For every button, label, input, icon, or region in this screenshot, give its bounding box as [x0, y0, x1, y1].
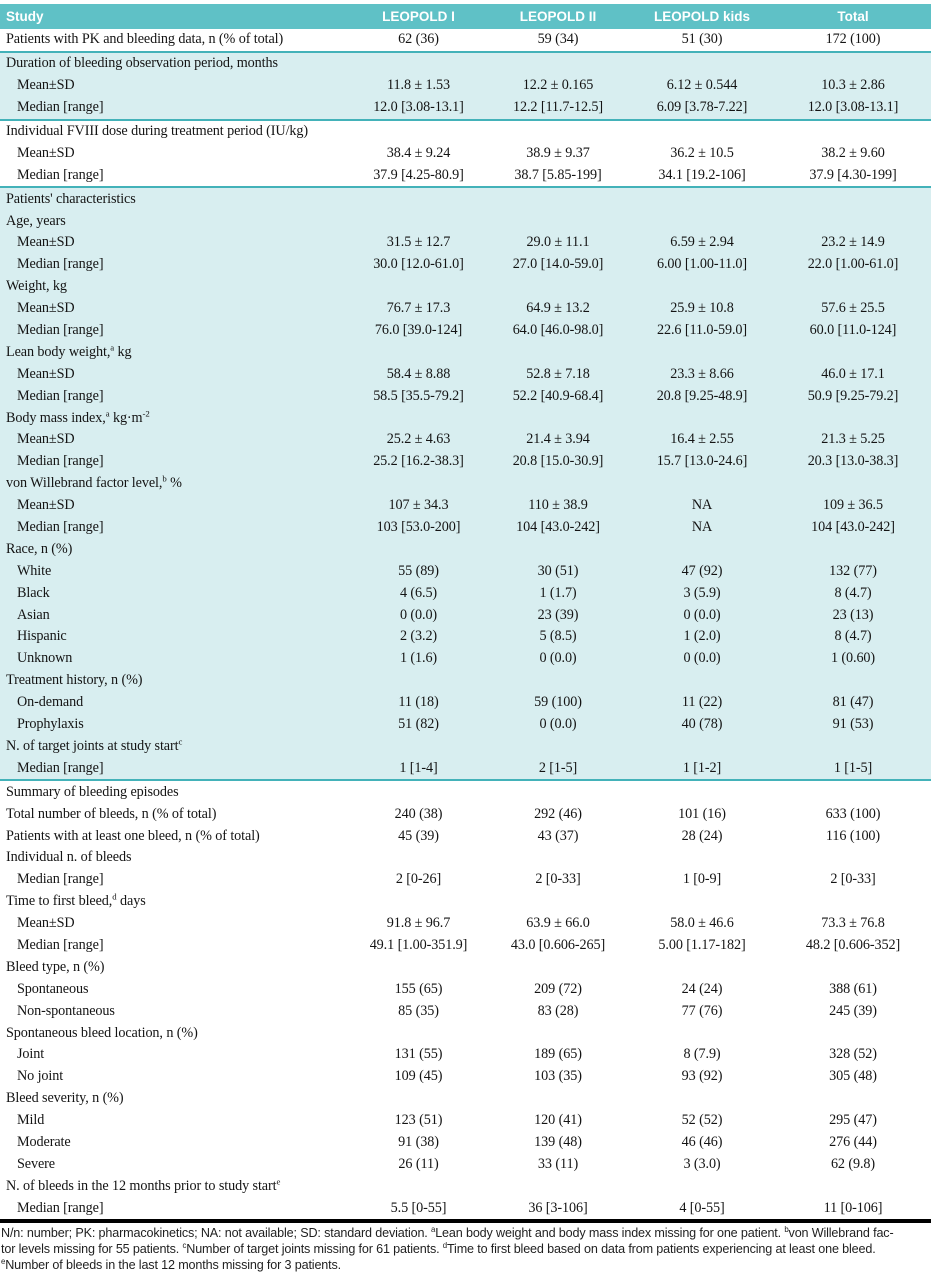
- cell-value: 11 (18): [350, 692, 487, 714]
- cell-value: 1 [1-4]: [350, 757, 487, 780]
- cell-value: NA: [629, 517, 775, 539]
- cell-value: 58.4 ± 8.88: [350, 363, 487, 385]
- table-row: [0, 75, 931, 97]
- cell-value: 52.2 [40.9-68.4]: [487, 385, 629, 407]
- cell-value: 1 (1.6): [350, 648, 487, 670]
- row-label: Duration of bleeding observation period, months: [0, 52, 931, 75]
- row-label: Median [range]: [0, 757, 350, 780]
- cell-value: 91 (53): [775, 714, 931, 736]
- table-row: [0, 869, 931, 891]
- cell-value: 103 [53.0-200]: [350, 517, 487, 539]
- row-label: Race, n (%): [0, 538, 931, 560]
- section-header-row: [0, 780, 931, 803]
- table-row: [0, 232, 931, 254]
- superscript-marker: a: [105, 407, 110, 418]
- section-header-row: [0, 210, 931, 232]
- cell-value: 55 (89): [350, 560, 487, 582]
- cell-value: 305 (48): [829, 1068, 877, 1085]
- section-header-row: [0, 276, 931, 298]
- cell-value: 46 (46): [681, 1133, 723, 1150]
- table-row: [0, 429, 931, 451]
- cell-value: 109 (45): [394, 1068, 443, 1085]
- superscript-marker: d: [112, 891, 117, 902]
- table-row: [0, 363, 931, 385]
- cell-value: 30 (51): [487, 560, 629, 582]
- row-label: N. of bleeds in the 12 months prior to study start$^e$: [6, 1176, 281, 1194]
- table-row: [0, 1110, 931, 1132]
- cell-value: 36 [3-106]: [528, 1199, 588, 1216]
- cell-value: 5.5 [0-55]: [390, 1199, 447, 1216]
- row-label: Patients' characteristics: [0, 187, 931, 210]
- cell-value: 6.09 [3.78-7.22]: [629, 97, 775, 120]
- header-row: [0, 4, 931, 29]
- section-header-row: [0, 52, 931, 75]
- table-row: [0, 604, 931, 626]
- baseline-characteristics-table: [0, 4, 931, 1223]
- cell-value: 2 [1-5]: [487, 757, 629, 780]
- header-leopold-1: LEOPOLD I: [350, 4, 487, 29]
- table-row: [0, 714, 931, 736]
- cell-value: 22.0 [1.00-61.0]: [775, 254, 931, 276]
- cell-value: 123 (51): [394, 1112, 443, 1129]
- table-row: [0, 978, 931, 1000]
- cell-value: 38.2 ± 9.60: [821, 144, 885, 161]
- row-label: Prophylaxis: [0, 714, 350, 736]
- cell-value: 29.0 ± 11.1: [487, 232, 629, 254]
- cell-value: 23.3 ± 8.66: [629, 363, 775, 385]
- row-label: Joint: [17, 1046, 45, 1063]
- cell-value: 20.8 [15.0-30.9]: [487, 451, 629, 473]
- table-row: [0, 1044, 931, 1066]
- cell-value: 2 [0-26]: [395, 871, 442, 888]
- cell-value: NA: [629, 495, 775, 517]
- cell-value: 0 (0.0): [350, 604, 487, 626]
- row-label: Treatment history, n (%): [0, 670, 931, 692]
- table-row: [0, 495, 931, 517]
- cell-value: 1 [1-2]: [629, 757, 775, 780]
- section-header-row: [0, 538, 931, 560]
- cell-value: 189 (65): [534, 1046, 582, 1063]
- table-row: [0, 298, 931, 320]
- cell-value: 50.9 [9.25-79.2]: [775, 385, 931, 407]
- cell-value: 64.0 [46.0-98.0]: [487, 320, 629, 342]
- row-label: On-demand: [0, 692, 350, 714]
- cell-value: 38.9 ± 9.37: [526, 144, 590, 161]
- table-row: [0, 142, 931, 164]
- table-row: [0, 803, 931, 825]
- cell-value: 91.8 ± 96.7: [386, 915, 451, 932]
- cell-value: 93 (92): [681, 1068, 723, 1085]
- cell-value: 23 (39): [487, 604, 629, 626]
- cell-value: 63.9 ± 66.0: [526, 915, 590, 932]
- section-header-row: [0, 187, 931, 210]
- superscript-marker: d: [442, 1242, 447, 1250]
- cell-value: 2 [0-33]: [830, 871, 876, 888]
- cell-value: 0 (0.0): [629, 648, 775, 670]
- cell-value: 103 (35): [534, 1068, 582, 1085]
- cell-value: 31.5 ± 12.7: [350, 232, 487, 254]
- cell-value: 132 (77): [775, 560, 931, 582]
- cell-value: 83 (28): [537, 1002, 579, 1019]
- cell-value: 30.0 [12.0-61.0]: [350, 254, 487, 276]
- cell-value: 3 (3.0): [683, 1155, 721, 1172]
- superscript-marker: c: [182, 1242, 187, 1250]
- table-row: [0, 626, 931, 648]
- superscript-marker: a: [431, 1226, 436, 1234]
- cell-value: 77 (76): [681, 1002, 723, 1019]
- row-label: Unknown: [0, 648, 350, 670]
- row-label: Moderate: [17, 1133, 71, 1150]
- cell-value: 37.9 [4.30-199]: [809, 166, 897, 183]
- table-row: [0, 582, 931, 604]
- cell-value: 58.5 [35.5-79.2]: [350, 385, 487, 407]
- row-label: Mean±SD: [0, 495, 350, 517]
- row-label: Severe: [17, 1155, 56, 1172]
- header-study: Study: [0, 4, 350, 29]
- section-header-row: [0, 891, 931, 913]
- cell-value: 37.9 [4.25-80.9]: [373, 166, 464, 183]
- cell-value: 11 [0-106]: [823, 1199, 883, 1216]
- row-label: Median [range]: [0, 320, 350, 342]
- table-body: [0, 29, 931, 1221]
- cell-value: 6.00 [1.00-11.0]: [629, 254, 775, 276]
- cell-value: 25.2 [16.2-38.3]: [350, 451, 487, 473]
- cell-value: 110 ± 38.9: [487, 495, 629, 517]
- cell-value: 8 (4.7): [775, 582, 931, 604]
- table-row: [0, 320, 931, 342]
- cell-value: 131 (55): [394, 1046, 443, 1063]
- row-label: Patients with PK and bleeding data, n (% of total): [6, 31, 284, 48]
- cell-value: 52 (52): [681, 1112, 723, 1129]
- cell-value: 76.0 [39.0-124]: [350, 320, 487, 342]
- cell-value: 28 (24): [681, 827, 723, 844]
- row-label: Median [range]: [0, 254, 350, 276]
- cell-value: 3 (5.9): [629, 582, 775, 604]
- cell-value: 1 (0.60): [775, 648, 931, 670]
- header-leopold-2: LEOPOLD II: [487, 4, 629, 29]
- cell-value: 91 (38): [398, 1133, 439, 1150]
- cell-value: 10.3 ± 2.86: [775, 75, 931, 97]
- cell-value: 40 (78): [629, 714, 775, 736]
- cell-value: 33 (11): [537, 1155, 579, 1172]
- cell-value: 60.0 [11.0-124]: [775, 320, 931, 342]
- section-header-row: [0, 473, 931, 495]
- row-label: N. of target joints at study start$^c$: [0, 736, 931, 758]
- row-label: Individual FVIII dose during treatment period (IU/kg): [0, 120, 931, 143]
- cell-value: 5 (8.5): [487, 626, 629, 648]
- cell-value: 109 ± 36.5: [775, 495, 931, 517]
- row-label: Total number of bleeds, n (% of total): [6, 805, 217, 822]
- cell-value: 38.4 ± 9.24: [386, 144, 451, 161]
- row-label: Age, years: [0, 210, 931, 232]
- row-label: Median [range]: [17, 936, 104, 953]
- cell-value: 57.6 ± 25.5: [775, 298, 931, 320]
- cell-value: 43 (37): [537, 827, 579, 844]
- cell-value: 51 (30): [681, 31, 723, 48]
- cell-value: 240 (38): [394, 805, 443, 822]
- table-row: [0, 560, 931, 582]
- cell-value: 26 (11): [398, 1155, 439, 1172]
- row-label: Spontaneous bleed location, n (%): [6, 1024, 198, 1041]
- row-label: No joint: [17, 1068, 64, 1085]
- row-label: Median [range]: [0, 385, 350, 407]
- cell-value: 295 (47): [829, 1112, 877, 1129]
- row-label: Median [range]: [17, 871, 104, 888]
- row-label: Median [range]: [17, 166, 104, 183]
- superscript-marker: b: [162, 473, 167, 484]
- cell-value: 104 [43.0-242]: [775, 517, 931, 539]
- cell-value: 62 (9.8): [830, 1155, 876, 1172]
- section-header-row: [0, 736, 931, 758]
- row-label: Lean body weight,$^a$ kg: [0, 341, 931, 363]
- cell-value: 633 (100): [825, 805, 881, 822]
- cell-value: 116 (100): [825, 827, 881, 844]
- row-label: Mild: [17, 1112, 45, 1129]
- section-header-row: [0, 1088, 931, 1110]
- cell-value: 4 (6.5): [350, 582, 487, 604]
- cell-value: 2 [0-33]: [535, 871, 581, 888]
- cell-value: 58.0 ± 46.6: [670, 915, 734, 932]
- section-header-row: [0, 120, 931, 143]
- row-label: Bleed severity, n (%): [6, 1090, 124, 1107]
- row-label: Median [range]: [0, 97, 350, 120]
- cell-value: 11.8 ± 1.53: [350, 75, 487, 97]
- section-header-row: [0, 1022, 931, 1044]
- cell-value: 48.2 [0.606-352]: [805, 936, 901, 953]
- superscript-marker: -2: [142, 407, 150, 418]
- cell-value: 101 (16): [678, 805, 726, 822]
- table-row: [0, 692, 931, 714]
- cell-value: 1 [1-5]: [775, 757, 931, 780]
- row-label: Summary of bleeding episodes: [0, 780, 931, 803]
- cell-value: 6.59 ± 2.94: [629, 232, 775, 254]
- row-label: Mean±SD: [0, 429, 350, 451]
- table-row: [0, 1000, 931, 1022]
- superscript-marker: e: [1, 1258, 6, 1266]
- cell-value: 20.3 [13.0-38.3]: [775, 451, 931, 473]
- superscript-marker: b: [784, 1226, 789, 1234]
- cell-value: 8 (4.7): [775, 626, 931, 648]
- table-row: [0, 913, 931, 935]
- header-leopold-kids: LEOPOLD kids: [629, 4, 775, 29]
- cell-value: 209 (72): [534, 980, 582, 997]
- table-row: [0, 1153, 931, 1175]
- cell-value: 45 (39): [398, 827, 439, 844]
- cell-value: 5.00 [1.17-182]: [658, 936, 746, 953]
- footnote-line: N/n: number; PK: pharmacokinetics; NA: not available; SD: standard deviation. $^a$Lean body weight and body mass index missing for one patient. $^b$von Willebrand fac-: [1, 1226, 894, 1241]
- cell-value: 73.3 ± 76.8: [821, 915, 885, 932]
- table-row: [0, 97, 931, 120]
- cell-value: 12.2 ± 0.165: [487, 75, 629, 97]
- cell-value: 139 (48): [534, 1133, 582, 1150]
- cell-value: 1 [0-9]: [682, 871, 722, 888]
- row-label: Patients with at least one bleed, n (% of total): [6, 827, 260, 844]
- cell-value: 51 (82): [350, 714, 487, 736]
- cell-value: 25.2 ± 4.63: [350, 429, 487, 451]
- cell-value: 245 (39): [829, 1002, 877, 1019]
- table-row: [0, 648, 931, 670]
- row-label: White: [0, 560, 350, 582]
- cell-value: 59 (100): [487, 692, 629, 714]
- cell-value: 25.9 ± 10.8: [629, 298, 775, 320]
- row-label: Mean±SD: [0, 75, 350, 97]
- table-row: [0, 451, 931, 473]
- cell-value: 0 (0.0): [487, 714, 629, 736]
- cell-value: 38.7 [5.85-199]: [514, 166, 602, 183]
- cell-value: 27.0 [14.0-59.0]: [487, 254, 629, 276]
- table-row: [0, 29, 931, 52]
- row-label: Black: [0, 582, 350, 604]
- section-header-row: [0, 956, 931, 978]
- table-row: [0, 385, 931, 407]
- row-label: von Willebrand factor level,$^b$ %: [0, 473, 931, 495]
- row-label: Asian: [0, 604, 350, 626]
- header-total: Total: [775, 4, 931, 29]
- table-row: [0, 1132, 931, 1154]
- cell-value: 16.4 ± 2.55: [629, 429, 775, 451]
- cell-value: 107 ± 34.3: [350, 495, 487, 517]
- row-label: Median [range]: [0, 451, 350, 473]
- cell-value: 46.0 ± 17.1: [775, 363, 931, 385]
- superscript-marker: e: [276, 1176, 281, 1187]
- cell-value: 1 (1.7): [487, 582, 629, 604]
- cell-value: 24 (24): [681, 980, 723, 997]
- cell-value: 76.7 ± 17.3: [350, 298, 487, 320]
- cell-value: 22.6 [11.0-59.0]: [629, 320, 775, 342]
- cell-value: 21.3 ± 5.25: [775, 429, 931, 451]
- cell-value: 23 (13): [775, 604, 931, 626]
- cell-value: 292 (46): [534, 805, 582, 822]
- row-label: Non-spontaneous: [17, 1002, 115, 1019]
- cell-value: 388 (61): [829, 980, 877, 997]
- table-row: [0, 935, 931, 957]
- cell-value: 2 (3.2): [350, 626, 487, 648]
- table-row: [0, 517, 931, 539]
- cell-value: 81 (47): [775, 692, 931, 714]
- cell-value: 62 (36): [398, 31, 439, 48]
- row-label: Hispanic: [0, 626, 350, 648]
- cell-value: 0 (0.0): [487, 648, 629, 670]
- row-label: Mean±SD: [17, 915, 75, 932]
- section-header-row: [0, 1175, 931, 1197]
- row-label: Spontaneous: [17, 980, 89, 997]
- cell-value: 104 [43.0-242]: [487, 517, 629, 539]
- cell-value: 23.2 ± 14.9: [775, 232, 931, 254]
- row-label: Mean±SD: [0, 298, 350, 320]
- cell-value: 8 (7.9): [683, 1046, 721, 1063]
- table-row: [0, 254, 931, 276]
- row-label: Time to first bleed,$^d$ days: [6, 891, 146, 910]
- table-header: [0, 4, 931, 29]
- table-row: [0, 1197, 931, 1221]
- cell-value: 6.12 ± 0.544: [629, 75, 775, 97]
- table-row: [0, 1066, 931, 1088]
- row-label: Median [range]: [17, 1199, 104, 1216]
- cell-value: 11 (22): [629, 692, 775, 714]
- section-header-row: [0, 670, 931, 692]
- cell-value: 276 (44): [829, 1133, 877, 1150]
- section-header-row: [0, 407, 931, 429]
- table-row: [0, 825, 931, 847]
- cell-value: 15.7 [13.0-24.6]: [629, 451, 775, 473]
- cell-value: 12.0 [3.08-13.1]: [350, 97, 487, 120]
- cell-value: 85 (35): [398, 1002, 439, 1019]
- cell-value: 47 (92): [629, 560, 775, 582]
- cell-value: 20.8 [9.25-48.9]: [629, 385, 775, 407]
- cell-value: 12.2 [11.7-12.5]: [487, 97, 629, 120]
- row-label: Bleed type, n (%): [6, 958, 105, 975]
- cell-value: 172 (100): [825, 31, 881, 48]
- superscript-marker: c: [178, 736, 183, 747]
- cell-value: 52.8 ± 7.18: [487, 363, 629, 385]
- row-label: Body mass index,$^a$ $kg\cdot m^{-2}$: [0, 407, 931, 429]
- table-row: [0, 164, 931, 187]
- row-label: Mean±SD: [0, 232, 350, 254]
- row-label: Median [range]: [0, 517, 350, 539]
- cell-value: 1 (2.0): [629, 626, 775, 648]
- superscript-marker: a: [110, 342, 115, 353]
- cell-value: 120 (41): [534, 1112, 582, 1129]
- cell-value: 0 (0.0): [629, 604, 775, 626]
- section-header-row: [0, 341, 931, 363]
- cell-value: 43.0 [0.606-265]: [510, 936, 606, 953]
- table-row: [0, 757, 931, 780]
- footnote-line: tor levels missing for 55 patients. $^c$Number of target joints missing for 61 patients. $^d$Time to first bleed based on data from patients experiencing at least one bleed.: [1, 1242, 876, 1257]
- cell-value: 36.2 ± 10.5: [670, 144, 734, 161]
- cell-value: 21.4 ± 3.94: [487, 429, 629, 451]
- cell-value: 64.9 ± 13.2: [487, 298, 629, 320]
- row-label: Individual n. of bleeds: [6, 849, 132, 866]
- cell-value: 34.1 [19.2-106]: [658, 166, 746, 183]
- cell-value: 59 (34): [537, 31, 579, 48]
- cell-value: 4 [0-55]: [679, 1199, 725, 1216]
- section-header-row: [0, 847, 931, 869]
- cell-value: 12.0 [3.08-13.1]: [775, 97, 931, 120]
- cell-value: 155 (65): [394, 980, 443, 997]
- row-label: Weight, kg: [0, 276, 931, 298]
- row-label: Mean±SD: [0, 363, 350, 385]
- cell-value: 328 (52): [829, 1046, 877, 1063]
- footnotes: [0, 1226, 931, 1274]
- footnote-line: $^e$Number of bleeds in the last 12 months missing for 3 patients.: [1, 1258, 341, 1273]
- row-label: Mean±SD: [17, 144, 75, 161]
- cell-value: 49.1 [1.00-351.9]: [369, 936, 468, 953]
